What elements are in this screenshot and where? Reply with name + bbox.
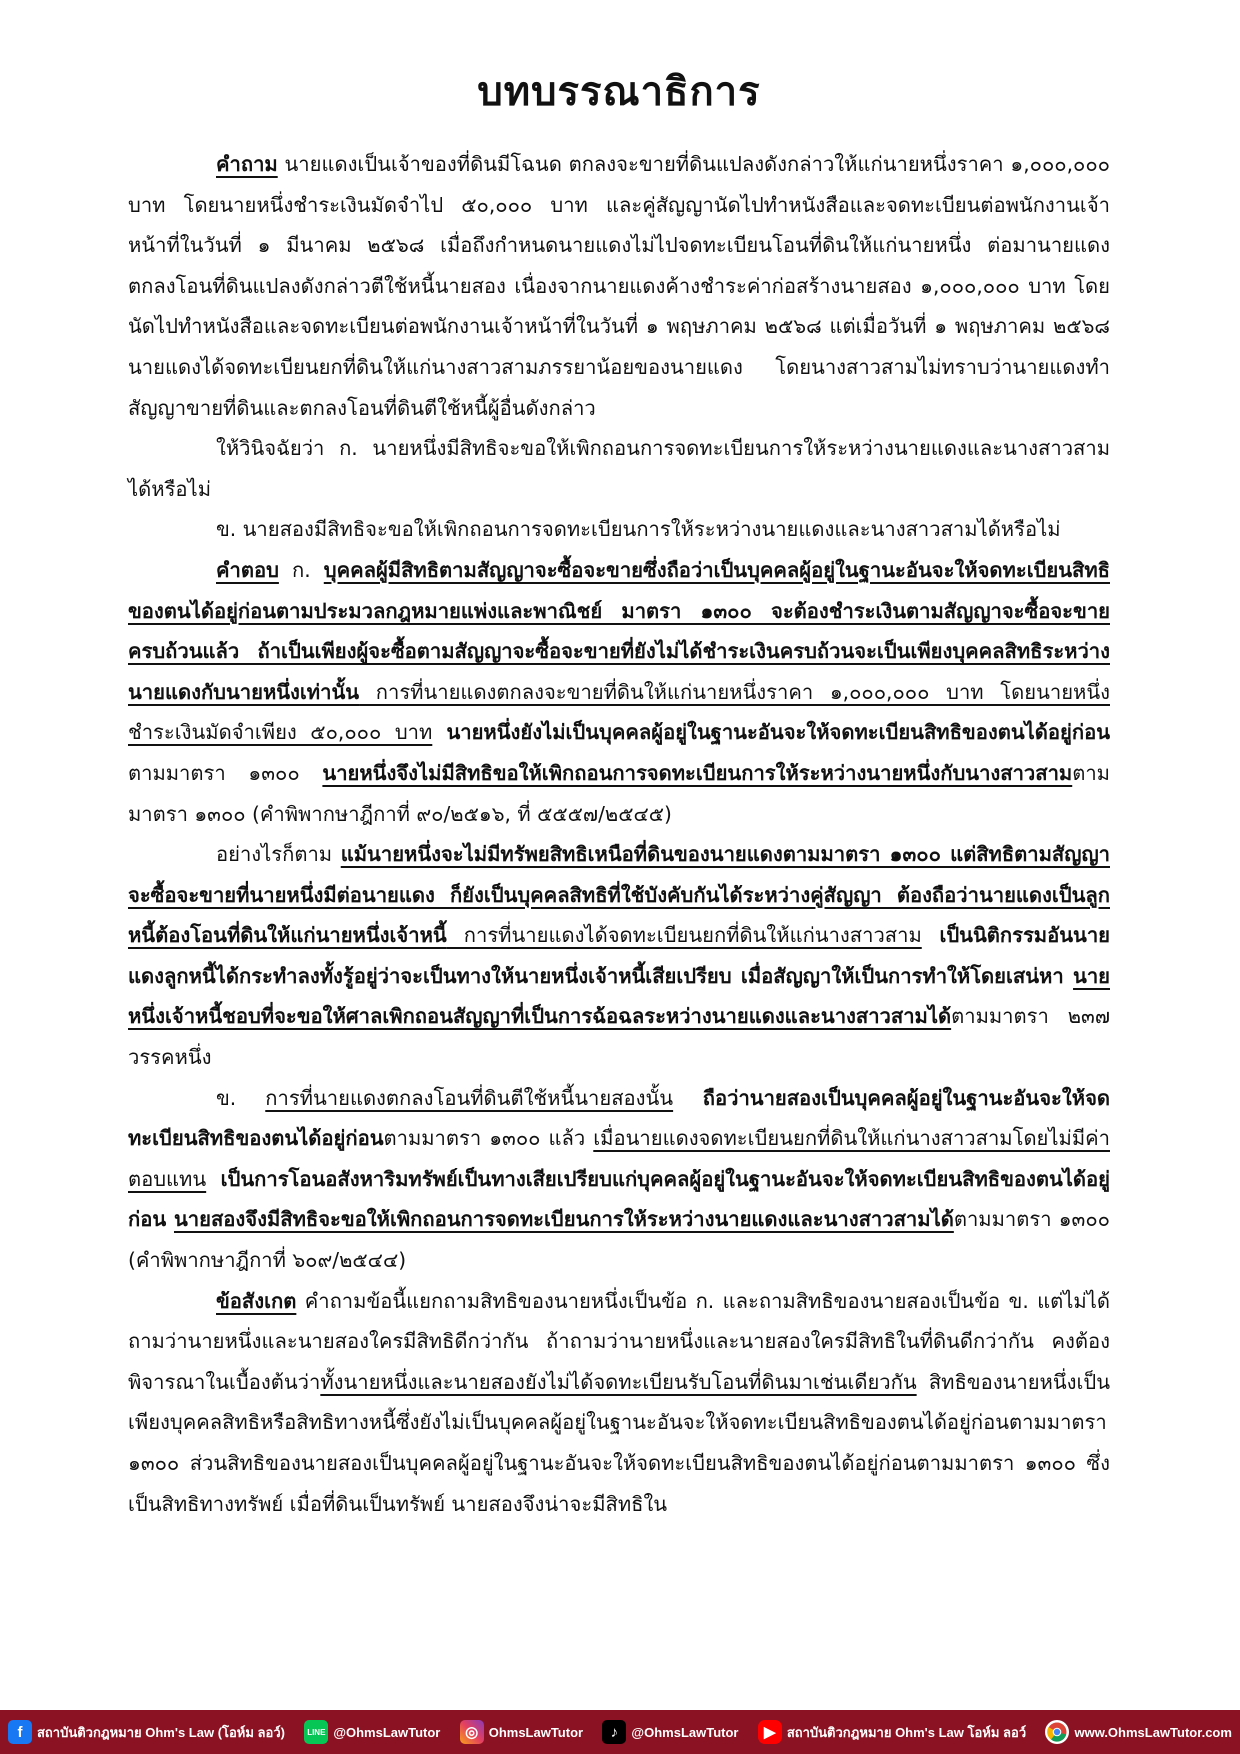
footer-facebook-text: สถาบันติวกฎหมาย Ohm's Law (โอห์ม ลอว์) bbox=[37, 1724, 285, 1740]
answer-a-s2: การที่นายแดงตกลงจะขายที่ดินให้แก่นายหนึ่งราคา ๑,๐๐๐,๐๐๐ บาท โดยนายหนึ่งชำระเงินมัดจำเพียง ๕๐,๐๐๐ บาท bbox=[128, 679, 1110, 745]
answer-a-s4: ตามมาตรา ๑๓๐๐ bbox=[128, 760, 323, 785]
footer-tiktok-text: @OhmsLawTutor bbox=[631, 1724, 739, 1740]
line-icon: LINE bbox=[304, 1720, 328, 1744]
answer-a-s3: นายหนึ่งยังไม่เป็นบุคคลผู้อยู่ในฐานะอันจะให้จดทะเบียนสิทธิของตนได้อยู่ก่อน bbox=[432, 720, 1110, 745]
footer-website-text: www.OhmsLawTutor.com bbox=[1074, 1724, 1232, 1740]
page-title: บทบรรณาธิการ bbox=[477, 69, 761, 115]
note-s3: สิทธิของนายหนึ่งเป็นเพียงบุคคลสิทธิหรือสิทธิทางหนี้ซึ่งยังไม่เป็นบุคคลผู้อยู่ในฐานะอันจะให้จดทะเบียนสิทธิของตนได้อยู่ก่อนตามมาตรา ๑๓๐๐ ส่วนสิทธิของนายสองเป็นบุคคลผู้อยู่ในฐานะอันจะให้จดทะเบียนสิทธิของตนได้อยู่ก่อนตามมาตรา ๑๓๐๐ ซึ่งเป็นสิทธิทางทรัพย์ เมื่อที่ดินเป็นทรัพย์ นายสองจึงน่าจะมีสิทธิใน bbox=[128, 1369, 1110, 1516]
answer-label: คำตอบ bbox=[216, 557, 279, 582]
question-ask-b: ข. นายสองมีสิทธิจะขอให้เพิกถอนการจดทะเบียนการให้ระหว่างนายแดงและนางสาวสามได้หรือไม่ bbox=[216, 517, 1061, 542]
youtube-icon: ▶ bbox=[758, 1720, 782, 1744]
footer-tiktok-link[interactable] bbox=[602, 1720, 738, 1744]
answer-a2-s5: ตามมาตรา ๒๓๗ วรรคหนึ่ง bbox=[128, 1004, 1110, 1070]
answer-a2-lead: อย่างไรก็ตาม bbox=[216, 842, 341, 867]
footer-instagram-link[interactable] bbox=[460, 1720, 583, 1744]
answer-a2-s2: การที่นายแดงได้จดทะเบียนยกที่ดินให้แก่นางสาวสาม bbox=[446, 923, 922, 948]
answer-b-s5: เป็นการโอนอสังหาริมทรัพย์เป็นทางเสียเปรียบแก่บุคคลผู้อยู่ในฐานะอันจะให้จดทะเบียนสิทธิของตนได้อยู่ก่อน bbox=[128, 1166, 1110, 1232]
answer-a-s5: นายหนึ่งจึงไม่มีสิทธิขอให้เพิกถอนการจดทะเบียนการให้ระหว่างนายหนึ่งกับนางสาวสาม bbox=[322, 760, 1073, 785]
answer-a-paragraph bbox=[128, 550, 1110, 834]
footer-bar bbox=[0, 1710, 1240, 1754]
answer-a2-s3: เป็นนิติกรรมอันนายแดงลูกหนี้ได้กระทำลงทั้งรู้อยู่ว่าจะเป็นทางให้นายหนึ่งเจ้าหนี้เสียเปรียบ เมื่อสัญญาให้เป็นการทำให้โดยเสน่หา bbox=[128, 923, 1110, 988]
question-text: นายแดงเป็นเจ้าของที่ดินมีโฉนด ตกลงจะขายที่ดินแปลงดังกล่าวให้แก่นายหนึ่งราคา ๑,๐๐๐,๐๐๐ บาท โดยนายหนึ่งชำระเงินมัดจำไป ๕๐,๐๐๐ บาท และคู่สัญญานัดไปทำหนังสือและจดทะเบียนต่อพนักงานเจ้าหน้าที่ในวันที่ ๑ มีนาคม ๒๕๖๘ เมื่อถึงกำหนดนายแดงไม่ไปจดทะเบียนโอนที่ดินให้แก่นายหนึ่ง ต่อมานายแดงตกลงโอนที่ดินแปลงดังกล่าวตีใช้หนี้นายสอง เนื่องจากนายแดงค้างชำระค่าก่อสร้างนายสอง ๑,๐๐๐,๐๐๐ บาท โดยนัดไปทำหนังสือและจดทะเบียนต่อพนักงานเจ้าหน้าที่ในวันที่ ๑ พฤษภาคม ๒๕๖๘ แต่เมื่อวันที่ ๑ พฤษภาคม ๒๕๖๘ นายแดงได้จดทะเบียนยกที่ดินให้แก่นางสาวสามภรรยาน้อยของนายแดง โดยนางสาวสามไม่ทราบว่านายแดงทำสัญญาขายที่ดินและตกลงโอนที่ดินตีใช้หนี้ผู้อื่นดังกล่าว bbox=[128, 152, 1110, 420]
answer-a-s6: ตามมาตรา ๑๓๐๐ (คำพิพากษาฎีกาที่ ๙๐/๒๕๑๖, ที่ ๕๕๕๗/๒๕๔๕) bbox=[128, 760, 1110, 826]
note-paragraph bbox=[128, 1281, 1110, 1525]
answer-a2-paragraph bbox=[128, 834, 1110, 1078]
answer-a2-s1: แม้นายหนึ่งจะไม่มีทรัพยสิทธิเหนือที่ดินของนายแดงตามมาตรา ๑๓๐๐ แต่สิทธิตามสัญญาจะซื้อจะขายที่นายหนึ่งมีต่อนายแดง ก็ยังเป็นบุคคลสิทธิที่ใช้บังคับกันได้ระหว่างคู่สัญญา ต้องถือว่านายแดงเป็นลูกหนี้ต้องโอนที่ดินให้แก่นายหนึ่งเจ้าหนี้ bbox=[128, 842, 1110, 948]
facebook-icon: f bbox=[8, 1720, 32, 1744]
question-ask-a: ให้วินิจฉัยว่า ก. นายหนึ่งมีสิทธิจะขอให้เพิกถอนการจดทะเบียนการให้ระหว่างนายแดงและนางสาวสามได้หรือไม่ bbox=[128, 436, 1110, 501]
answer-a-s1: บุคคลผู้มีสิทธิตามสัญญาจะซื้อจะขายซึ่งถือว่าเป็นบุคคลผู้อยู่ในฐานะอันจะให้จดทะเบียนสิทธิของตนได้อยู่ก่อนตามประมวลกฎหมายแพ่งและพาณิชย์ มาตรา ๑๓๐๐ จะต้องชำระเงินตามสัญญาจะซื้อจะขายครบถ้วนแล้ว ถ้าเป็นเพียงผู้จะซื้อตามสัญญาจะซื้อจะขายที่ยังไม่ได้ชำระเงินครบถ้วนจะเป็นเพียงบุคคลสิทธิระหว่างนายแดงกับนายหนึ่งเท่านั้น bbox=[128, 557, 1110, 704]
answer-a-prefix: ก. bbox=[278, 557, 324, 582]
answer-b-s2: ถือว่านายสองเป็นบุคคลผู้อยู่ในฐานะอันจะให้จดทะเบียนสิทธิของตนได้อยู่ก่อน bbox=[128, 1085, 1111, 1151]
chrome-icon bbox=[1045, 1720, 1069, 1744]
answer-b-s6: นายสองจึงมีสิทธิจะขอให้เพิกถอนการจดทะเบียนการให้ระหว่างนายแดงและนางสาวสามได้ bbox=[173, 1207, 954, 1232]
answer-a2-s4: นายหนึ่งเจ้าหนี้ชอบที่จะขอให้ศาลเพิกถอนสัญญาที่เป็นการฉ้อฉลระหว่างนายแดงและนางสาวสามได้ bbox=[128, 963, 1110, 1029]
answer-b-s4: เมื่อนายแดงจดทะเบียนยกที่ดินให้แก่นางสาวสามโดยไม่มีค่าตอบแทน bbox=[128, 1126, 1110, 1191]
footer-facebook-link[interactable] bbox=[8, 1720, 285, 1744]
chrome-icon-svg bbox=[1047, 1722, 1067, 1742]
answer-b-s1: การที่นายแดงตกลงโอนที่ดินตีใช้หนี้นายสองนั้น bbox=[265, 1085, 674, 1110]
footer-instagram-text: OhmsLawTutor bbox=[488, 1724, 584, 1740]
tiktok-icon: ♪ bbox=[602, 1720, 626, 1744]
footer-youtube-text: สถาบันติวกฎหมาย Ohm's Law โอห์ม ลอว์ bbox=[786, 1724, 1027, 1740]
instagram-icon: ◎ bbox=[460, 1720, 484, 1744]
note-s1: คำถามข้อนี้แยกถามสิทธิของนายหนึ่งเป็นข้อ ก. และถามสิทธิของนายสองเป็นข้อ ข. แต่ไม่ได้ถามว่านายหนึ่งและนายสองใครมีสิทธิดีกว่ากัน ถ้าถามว่านายหนึ่งและนายสองใครมีสิทธิในที่ดินดีกว่ากัน คงต้องพิจารณาในเบื้องต้นว่า bbox=[128, 1288, 1110, 1394]
answer-b-prefix: ข. bbox=[216, 1085, 266, 1110]
footer-website-link[interactable] bbox=[1045, 1720, 1231, 1744]
answer-b-s3: ตามมาตรา ๑๓๐๐ แล้ว bbox=[383, 1126, 594, 1151]
answer-b-paragraph bbox=[128, 1078, 1110, 1281]
footer-line-link[interactable] bbox=[304, 1720, 440, 1744]
footer-youtube-link[interactable] bbox=[758, 1720, 1026, 1744]
footer-line-text: @OhmsLawTutor bbox=[333, 1724, 441, 1740]
question-label: คำถาม bbox=[216, 152, 278, 176]
note-label: ข้อสังเกต bbox=[216, 1288, 297, 1313]
answer-b-s7: ตามมาตรา ๑๓๐๐ (คำพิพากษาฎีกาที่ ๖๐๙/๒๕๔๔) bbox=[128, 1207, 1110, 1273]
question-paragraph bbox=[128, 144, 1110, 428]
note-s2: ทั้งนายหนึ่งและนายสองยังไม่ได้จดทะเบียนรับโอนที่ดินมาเช่นเดียวกัน bbox=[320, 1369, 917, 1394]
